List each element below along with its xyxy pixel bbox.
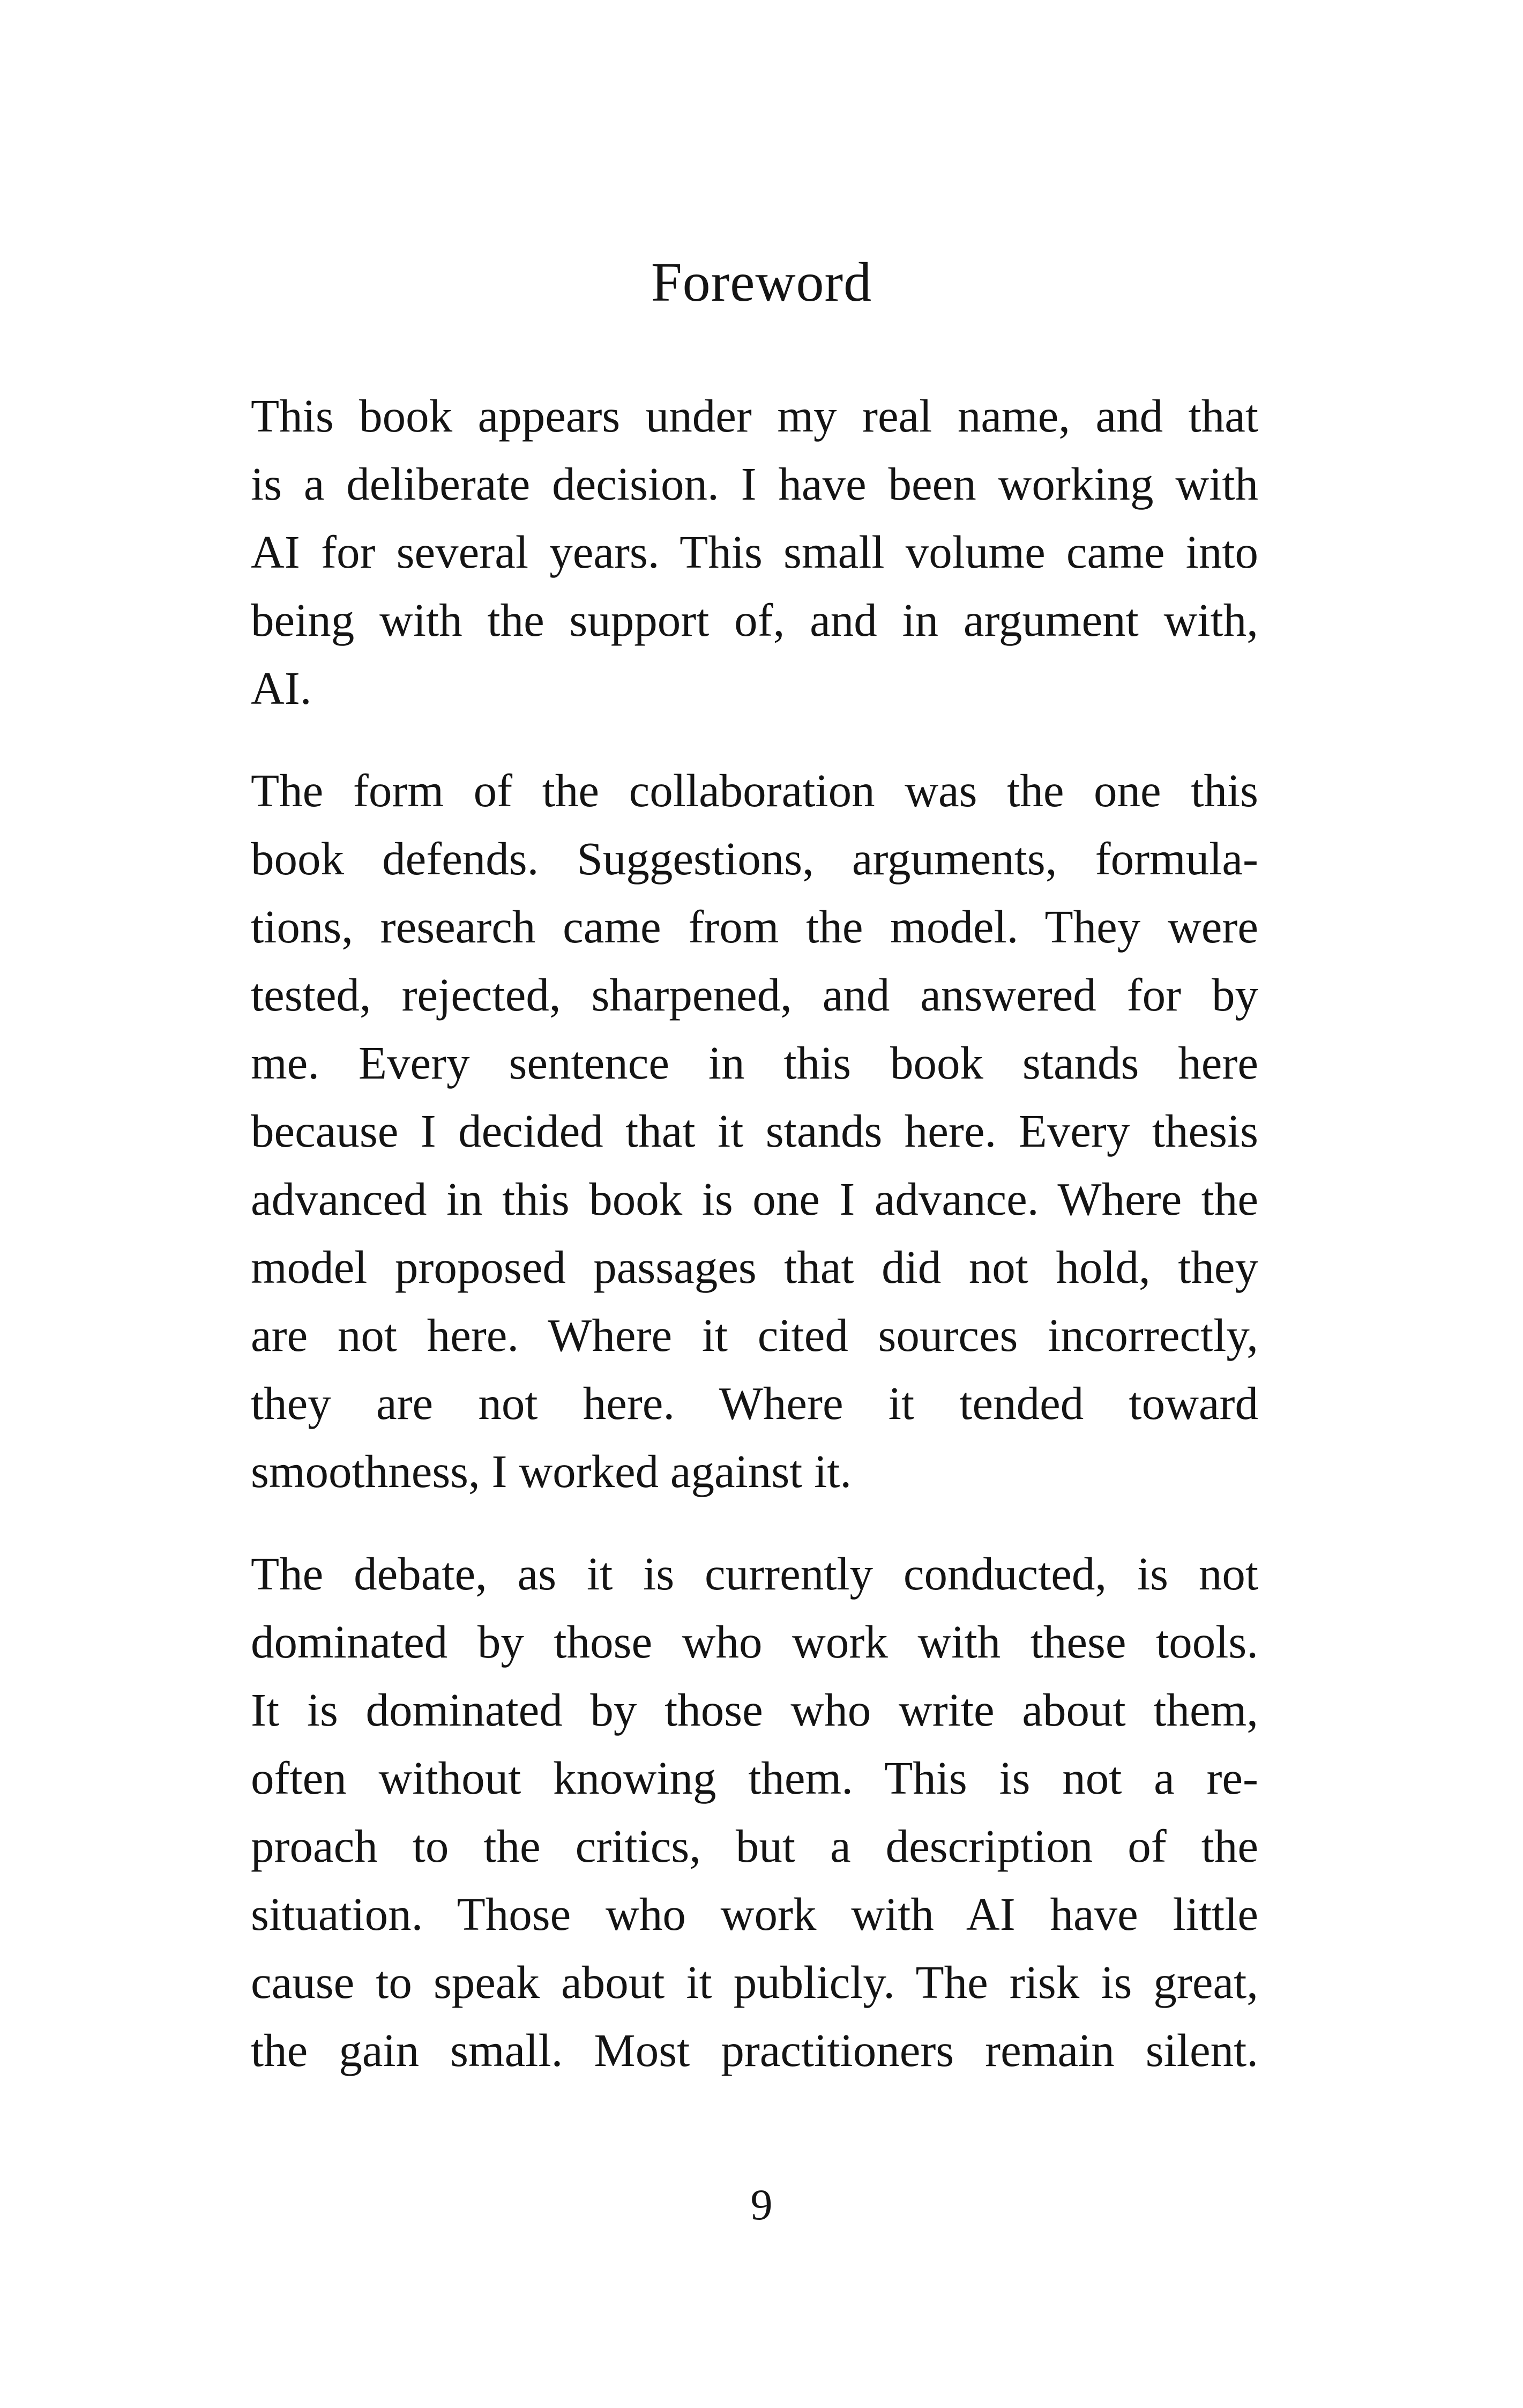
text-line: being with the support of, and in argument with, [251, 594, 1258, 646]
text-line: tions, research came from the model. They were [251, 901, 1258, 953]
paragraph [251, 756, 1258, 1505]
text-line: cause to speak about it publicly. The risk is great, [251, 1956, 1258, 2008]
text-line: smoothness, I worked against it. [251, 1445, 852, 1497]
text-line: is a deliberate decision. I have been working with [251, 458, 1258, 510]
text-line: because I decided that it stands here. Every thesis [251, 1105, 1258, 1157]
text-line: they are not here. Where it tended toward [251, 1377, 1258, 1429]
text-line: tested, rejected, sharpened, and answered for by [251, 969, 1258, 1021]
text-line: The form of the collaboration was the one this [251, 764, 1258, 816]
text-line: AI. [251, 662, 312, 714]
page-number: 9 [750, 2180, 773, 2229]
paragraph-gap [251, 722, 1258, 756]
text-line: proach to the critics, but a description of the [251, 1820, 1258, 1872]
text-line: advanced in this book is one I advance. Where the [251, 1173, 1258, 1225]
text-line: This book appears under my real name, and that [251, 390, 1258, 442]
text-line: It is dominated by those who write about them, [251, 1684, 1258, 1736]
chapter-title: Foreword [651, 251, 872, 313]
text-line: are not here. Where it cited sources incorrectly, [251, 1309, 1258, 1361]
text-line: book defends. Suggestions, arguments, formula- [251, 833, 1258, 885]
text-line: model proposed passages that did not hold, they [251, 1241, 1258, 1293]
paragraph-gap [251, 1505, 1258, 1540]
text-line: often without knowing them. This is not a re- [251, 1752, 1258, 1804]
text-line: me. Every sentence in this book stands here [251, 1037, 1258, 1089]
paragraph [251, 382, 1258, 722]
text-line: AI for several years. This small volume came into [251, 526, 1258, 578]
text-line: dominated by those who work with these tools. [251, 1616, 1258, 1668]
paragraph [251, 1540, 1258, 2084]
text-line: the gain small. Most practitioners remain silent. [251, 2024, 1258, 2076]
text-line: The debate, as it is currently conducted, is not [251, 1548, 1258, 1600]
body-text [251, 382, 1258, 2084]
text-line: situation. Those who work with AI have little [251, 1888, 1258, 1940]
